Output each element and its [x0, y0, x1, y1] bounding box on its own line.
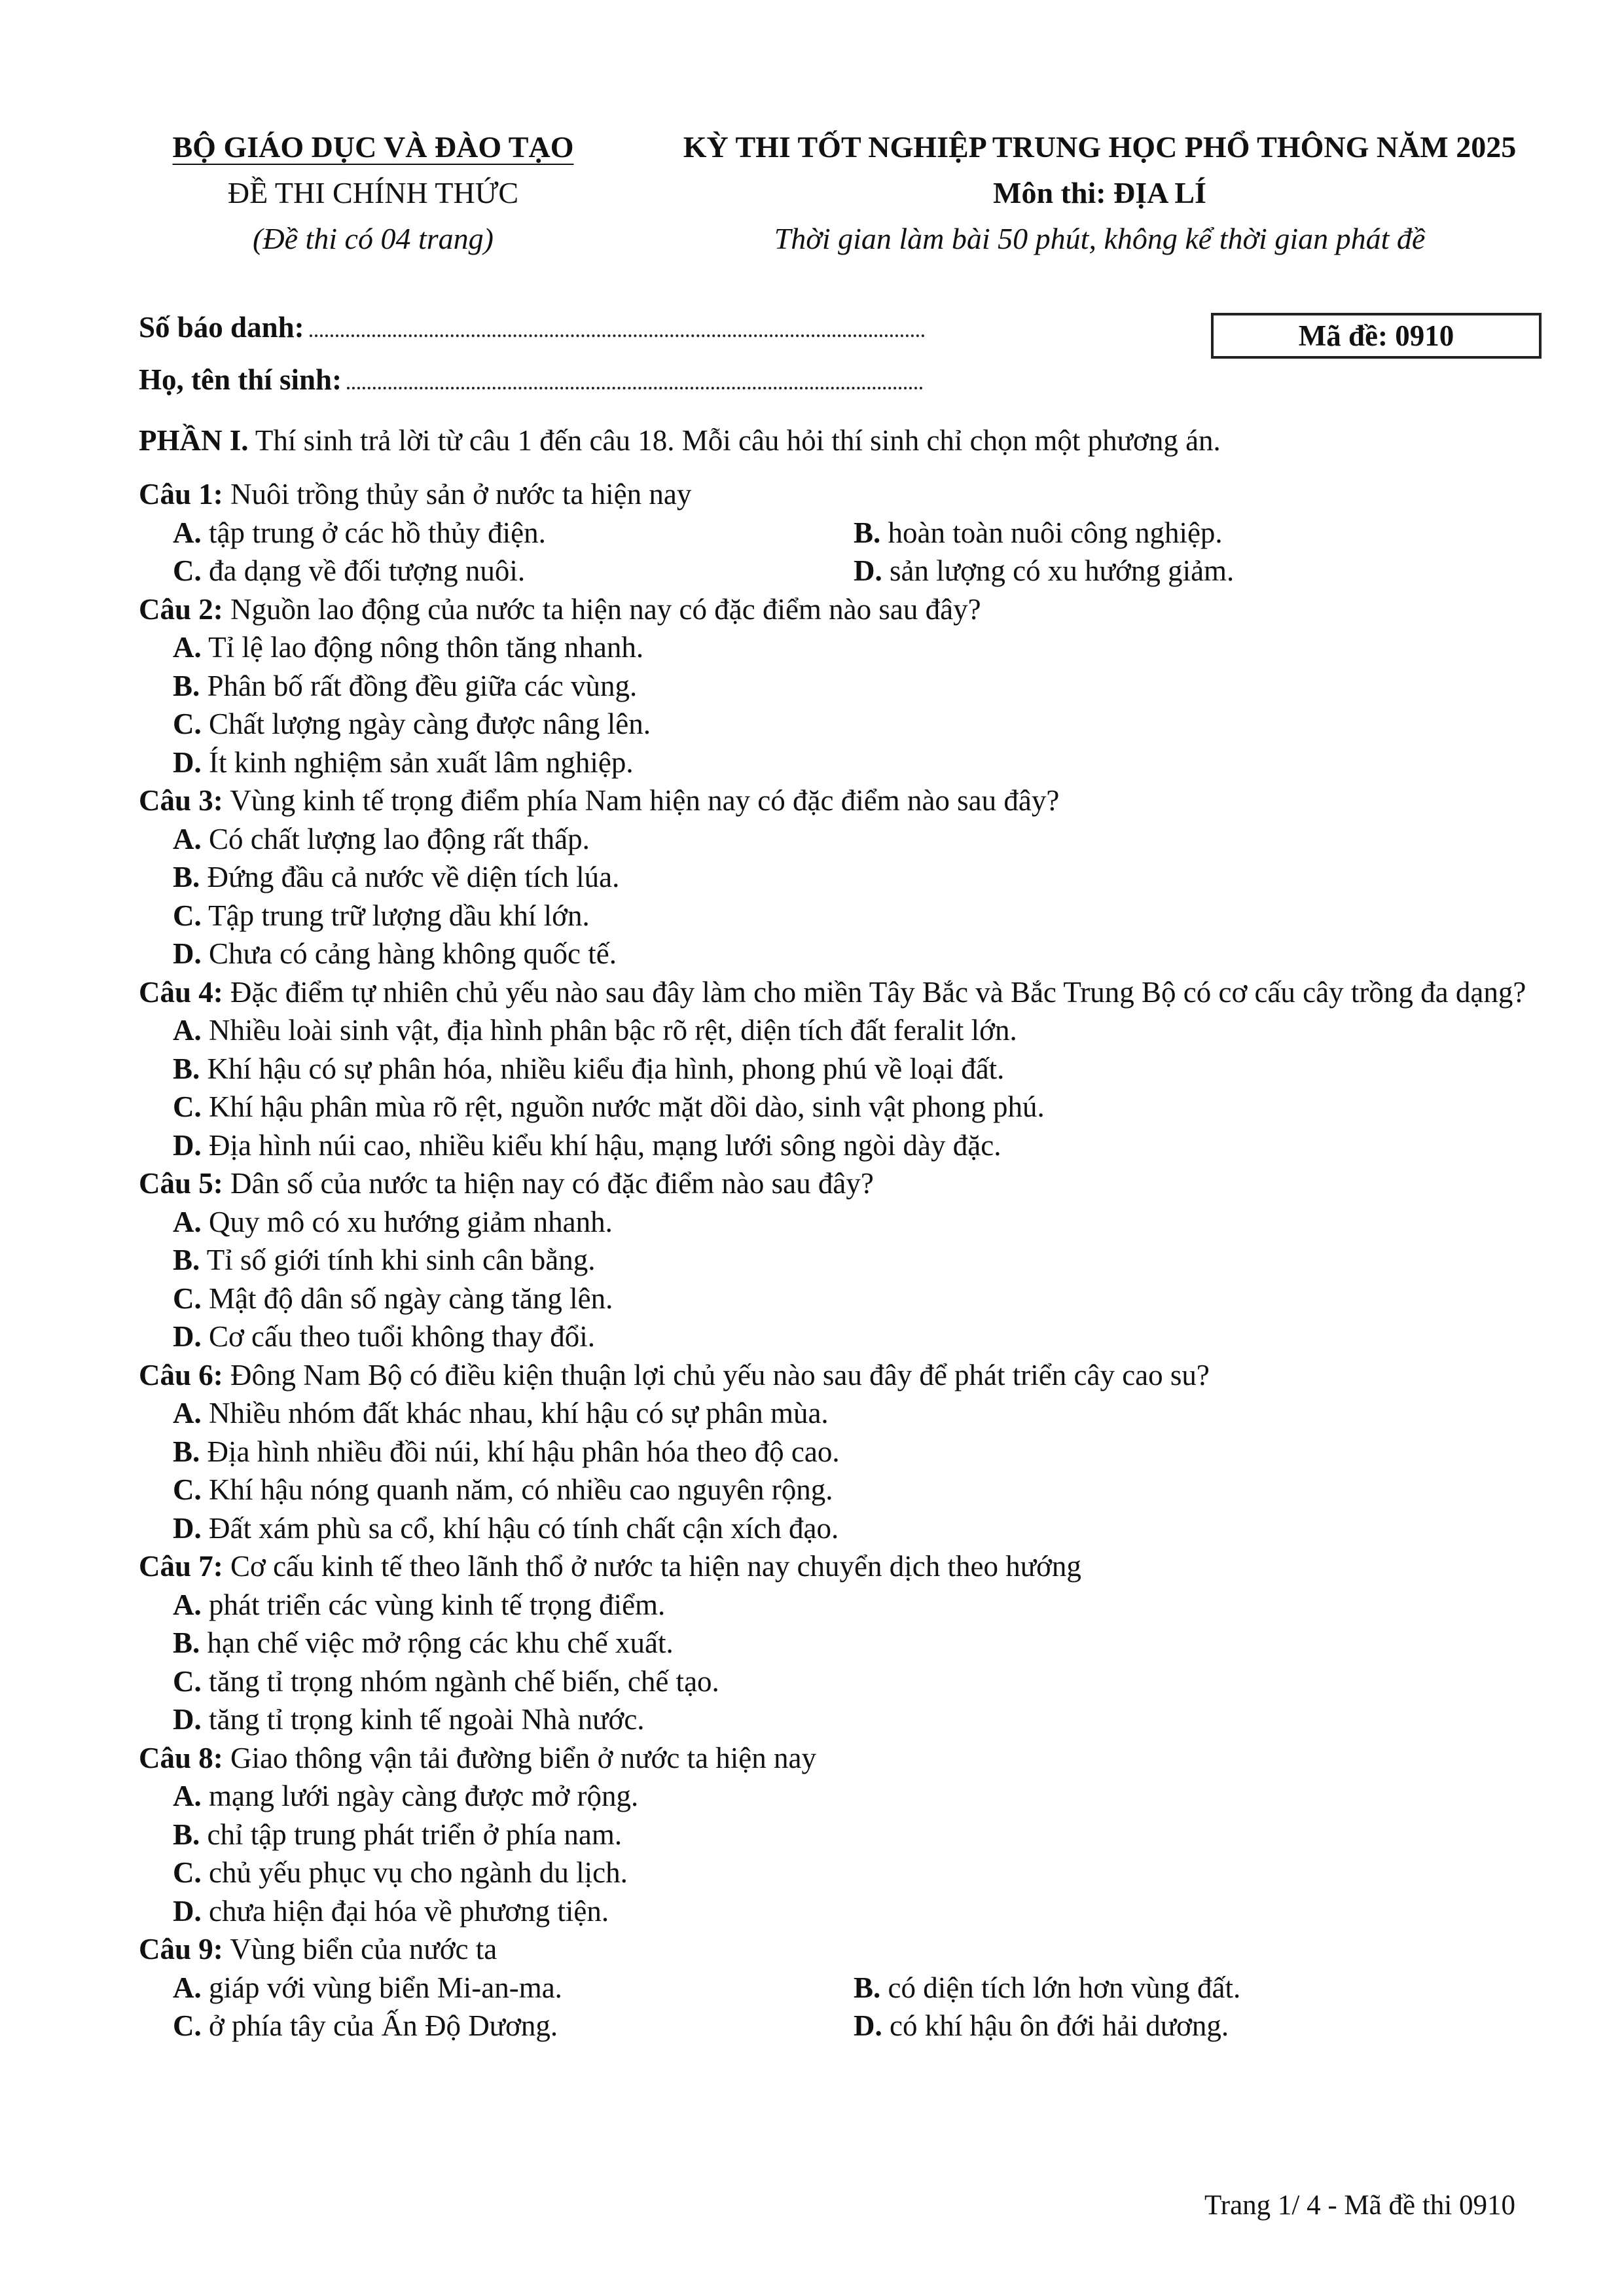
part-title: PHẦN I.	[139, 424, 249, 457]
page-footer: Trang 1/ 4 - Mã đề thi 0910	[1204, 2190, 1515, 2221]
option-c: C. Mật độ dân số ngày càng tăng lên.	[173, 1282, 613, 1315]
official-label: ĐỀ THI CHÍNH THỨC	[227, 176, 519, 209]
question-label: Câu 8:	[139, 1741, 223, 1774]
question-label: Câu 5:	[139, 1167, 223, 1200]
question-1	[139, 475, 1553, 514]
question-text: Đông Nam Bộ có điều kiện thuận lợi chủ yếu nào sau đây để phát triển cây cao su?	[223, 1358, 1210, 1391]
option-d: D. có khí hậu ôn đới hải dương.	[854, 2009, 1229, 2042]
page-count-note: (Đề thi có 04 trang)	[253, 222, 494, 255]
option-c: C. tăng tỉ trọng nhóm ngành chế biến, chế tạo.	[173, 1664, 719, 1698]
header-right	[641, 124, 1558, 262]
option-a: A. Quy mô có xu hướng giảm nhanh.	[173, 1205, 613, 1238]
question-8	[139, 1739, 1553, 1778]
option-b: B. có diện tích lớn hơn vùng đất.	[854, 1971, 1241, 2004]
option-d: D. Ít kinh nghiệm sản xuất lâm nghiệp.	[173, 745, 634, 779]
candidate-name-label: Họ, tên thí sinh:	[139, 363, 342, 396]
candidate-name-row	[139, 353, 925, 406]
question-text: Nguồn lao động của nước ta hiện nay có đặc điểm nào sau đây?	[223, 592, 981, 626]
exam-body	[139, 419, 1553, 2045]
question-7	[139, 1547, 1553, 1586]
question-text: Đặc điểm tự nhiên chủ yếu nào sau đây làm cho miền Tây Bắc và Bắc Trung Bộ có cơ cấu cây trồng đa dạng?	[223, 975, 1526, 1009]
option-b: B. Tỉ số giới tính khi sinh cân bằng.	[173, 1244, 596, 1276]
question-5	[139, 1164, 1553, 1203]
options-9	[139, 1969, 1553, 2045]
option-c: C. Khí hậu phân mùa rõ rệt, nguồn nước mặt dồi dào, sinh vật phong phú.	[173, 1090, 1045, 1123]
option-d: D. Chưa có cảng hàng không quốc tế.	[173, 937, 617, 970]
question-label: Câu 3:	[139, 784, 223, 817]
option-a: A. Nhiều nhóm đất khác nhau, khí hậu có sự phân mùa.	[173, 1397, 829, 1429]
header-left	[144, 124, 602, 262]
question-2	[139, 590, 1553, 629]
option-a: A. tập trung ở các hồ thủy điện.	[173, 516, 546, 549]
option-d: D. Địa hình núi cao, nhiều kiểu khí hậu, mạng lưới sông ngòi dày đặc.	[173, 1128, 1001, 1162]
question-text: Giao thông vận tải đường biển ở nước ta hiện nay	[223, 1741, 816, 1774]
option-c: C. Khí hậu nóng quanh năm, có nhiều cao nguyên rộng.	[173, 1473, 833, 1506]
option-a: A. Có chất lượng lao động rất thấp.	[173, 822, 590, 855]
option-c: C. đa dạng về đối tượng nuôi.	[173, 554, 526, 587]
option-b: B. Phân bố rất đồng đều giữa các vùng.	[173, 669, 638, 702]
candidate-number-line[interactable]	[310, 325, 925, 337]
question-label: Câu 1:	[139, 478, 223, 511]
question-label: Câu 9:	[139, 1933, 223, 1965]
ministry-name: BỘ GIÁO DỤC VÀ ĐÀO TẠO	[172, 130, 574, 164]
option-c: C. Chất lượng ngày càng được nâng lên.	[173, 708, 651, 740]
option-b: B. Khí hậu có sự phân hóa, nhiều kiểu địa hình, phong phú về loại đất.	[173, 1052, 1005, 1085]
option-a: A. mạng lưới ngày càng được mở rộng.	[173, 1780, 639, 1812]
option-c: C. chủ yếu phục vụ cho ngành du lịch.	[173, 1856, 628, 1889]
question-text: Nuôi trồng thủy sản ở nước ta hiện nay	[223, 478, 692, 511]
question-label: Câu 6:	[139, 1358, 223, 1391]
question-label: Câu 4:	[139, 975, 223, 1009]
option-b: B. Địa hình nhiều đồi núi, khí hậu phân hóa theo độ cao.	[173, 1435, 840, 1468]
option-d: D. tăng tỉ trọng kinh tế ngoài Nhà nước.	[173, 1703, 645, 1736]
question-6	[139, 1356, 1553, 1395]
option-a: A. phát triển các vùng kinh tế trọng điểm.	[173, 1588, 666, 1621]
question-text: Cơ cấu kinh tế theo lãnh thổ ở nước ta hiện nay chuyển dịch theo hướng	[223, 1550, 1081, 1583]
option-a: A. Nhiều loài sinh vật, địa hình phân bậc rõ rệt, diện tích đất feralit lớn.	[173, 1014, 1017, 1047]
question-4	[139, 973, 1553, 1012]
question-label: Câu 2:	[139, 592, 223, 626]
option-b: B. hoàn toàn nuôi công nghiệp.	[854, 516, 1223, 549]
candidate-name-line[interactable]	[347, 378, 923, 389]
part-1-instruction	[139, 419, 1553, 462]
option-a: A. Tỉ lệ lao động nông thôn tăng nhanh.	[173, 631, 644, 664]
question-text: Vùng biển của nước ta	[223, 1933, 497, 1965]
option-d: D. chưa hiện đại hóa về phương tiện.	[173, 1894, 609, 1928]
option-b: B. chỉ tập trung phát triển ở phía nam.	[173, 1818, 623, 1851]
part-instruction-text: Thí sinh trả lời từ câu 1 đến câu 18. Mỗi câu hỏi thí sinh chỉ chọn một phương án.	[248, 424, 1221, 457]
exam-code-box: Mã đề: 0910	[1211, 313, 1542, 359]
exam-title: KỲ THI TỐT NGHIỆP TRUNG HỌC PHỔ THÔNG NĂM 2025	[683, 130, 1517, 164]
option-a: A. giáp với vùng biển Mi-an-ma.	[173, 1971, 562, 2004]
option-d: D. sản lượng có xu hướng giảm.	[854, 554, 1235, 587]
candidate-number-label: Số báo danh:	[139, 311, 304, 344]
question-label: Câu 7:	[139, 1550, 223, 1583]
question-text: Dân số của nước ta hiện nay có đặc điểm nào sau đây?	[223, 1167, 874, 1200]
option-b: B. Đứng đầu cả nước về diện tích lúa.	[173, 861, 620, 893]
option-d: D. Cơ cấu theo tuổi không thay đổi.	[173, 1320, 595, 1353]
candidate-info	[139, 301, 925, 406]
option-d: D. Đất xám phù sa cổ, khí hậu có tính chất cận xích đạo.	[173, 1511, 839, 1545]
question-3	[139, 781, 1553, 820]
option-c: C. ở phía tây của Ấn Độ Dương.	[173, 2009, 558, 2042]
question-text: Vùng kinh tế trọng điểm phía Nam hiện nay có đặc điểm nào sau đây?	[223, 784, 1060, 817]
option-c: C. Tập trung trữ lượng dầu khí lớn.	[173, 899, 590, 932]
question-9	[139, 1930, 1553, 1969]
subject-line: Môn thi: ĐỊA LÍ	[993, 176, 1206, 209]
candidate-number-row	[139, 301, 925, 353]
time-note: Thời gian làm bài 50 phút, không kể thời gian phát đề	[774, 222, 1426, 255]
options-1	[139, 514, 1553, 590]
option-b: B. hạn chế việc mở rộng các khu chế xuất.	[173, 1626, 674, 1659]
